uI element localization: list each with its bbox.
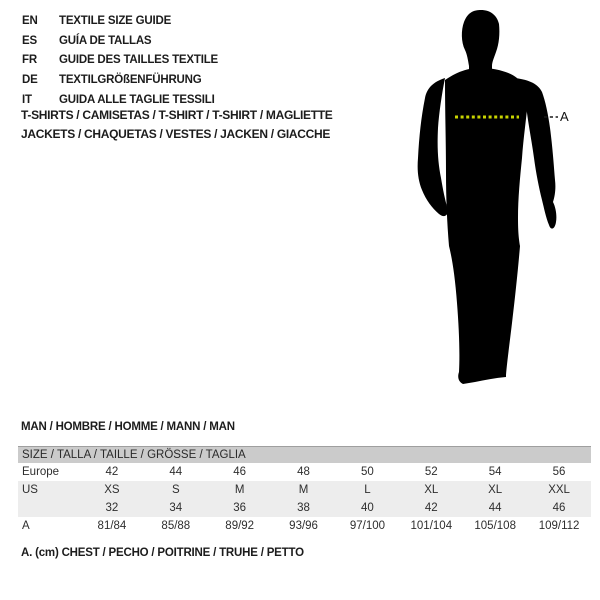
man-silhouette (415, 8, 575, 398)
size-cell: 85/88 (161, 520, 191, 532)
size-cell: 89/92 (225, 520, 255, 532)
size-cell: XS (104, 484, 120, 496)
language-code: EN (22, 15, 38, 27)
size-cell: S (171, 484, 180, 496)
language-code: FR (22, 54, 37, 67)
size-cell: M (234, 484, 245, 496)
language-title: GUIDE DES TAILLES TEXTILE (59, 54, 218, 67)
size-cell: 32 (105, 502, 119, 514)
size-cell: 38 (297, 502, 310, 514)
size-cell: 42 (424, 502, 438, 514)
measurement-footnote: A. (cm) CHEST / PECHO / POITRINE / TRUHE / PETTO (21, 547, 304, 559)
size-cell: 36 (233, 502, 247, 514)
size-cell: 81/84 (97, 520, 127, 532)
language-title: TEXTILE SIZE GUIDE (59, 15, 172, 27)
size-cell: 105/108 (474, 520, 516, 532)
language-title: GUÍA DE TALLAS (59, 34, 152, 47)
size-cell: M (298, 484, 309, 496)
size-table-header: SIZE / TALLA / TAILLE / GRÖSSE / TAGLIA (18, 446, 591, 463)
row-label: US (22, 484, 38, 496)
size-cell: 52 (424, 466, 438, 478)
row-label: A (22, 520, 30, 532)
language-row-en (22, 12, 218, 32)
row-label (18, 499, 80, 517)
language-list (22, 12, 218, 111)
category-heading (21, 106, 333, 144)
size-cell: 40 (361, 502, 374, 514)
size-cell: 101/104 (410, 520, 453, 532)
section-heading-man: MAN / HOMBRE / HOMME / MANN / MAN (21, 421, 235, 433)
row-label: Europe (22, 466, 60, 478)
category-line-tshirts: T-SHIRTS / CAMISETAS / T-SHIRT / T-SHIRT / MAGLIETTE (21, 108, 333, 122)
size-cell: 46 (233, 466, 247, 478)
language-row-de (22, 71, 218, 91)
size-cell: 34 (169, 502, 183, 514)
size-cell: 56 (552, 466, 566, 478)
table-row-europe (18, 463, 591, 481)
size-cell: 44 (488, 502, 502, 514)
table-row-us-letter (18, 481, 591, 499)
size-cell: XL (424, 484, 439, 496)
man-silhouette-figure (415, 8, 585, 400)
size-cell: XXL (548, 484, 570, 496)
torso-legs-shape (445, 68, 527, 384)
size-cell: 50 (361, 466, 374, 478)
table-row-us-numeric (18, 499, 591, 517)
language-code: IT (22, 93, 32, 106)
language-code: DE (22, 74, 38, 87)
left-arm-shape (418, 78, 448, 216)
language-code: ES (22, 34, 37, 47)
size-cell: 54 (488, 466, 502, 478)
size-cell: 42 (105, 466, 119, 478)
size-cell: 97/100 (349, 520, 386, 532)
language-row-es (22, 32, 218, 52)
table-row-chest-cm (18, 517, 591, 535)
size-table (18, 446, 591, 535)
size-cell: XL (488, 484, 503, 496)
size-cell: 109/112 (538, 520, 580, 532)
language-row-fr (22, 51, 218, 71)
size-cell: 46 (552, 502, 566, 514)
category-line-jackets: JACKETS / CHAQUETAS / VESTES / JACKEN / GIACCHE (21, 127, 331, 141)
size-cell: 44 (169, 466, 183, 478)
size-cell: 48 (297, 466, 310, 478)
size-cell: L (364, 484, 371, 496)
language-title: GUIDA ALLE TAGLIE TESSILI (59, 93, 215, 106)
size-cell: 93/96 (289, 520, 318, 532)
measurement-label-a: A (560, 109, 569, 124)
language-title: TEXTILGRÖßENFÜHRUNG (59, 74, 202, 87)
